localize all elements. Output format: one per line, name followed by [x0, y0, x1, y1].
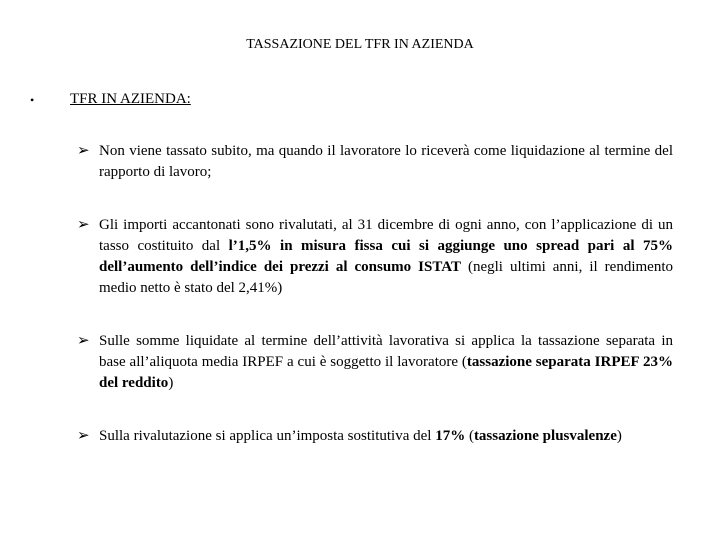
text-run: ): [616, 428, 622, 444]
list-item: [77, 141, 673, 183]
list-item-text: [99, 215, 673, 299]
bold-text-run: tassazione plusvalenze: [473, 428, 617, 444]
list-item: [77, 331, 673, 394]
slide-title: TASSAZIONE DEL TFR IN AZIENDA: [246, 37, 474, 52]
bold-text-run: l’1,5% in misura fissa cui si aggiunge uno spread pari al 75% dell’aumento dell’indice dei prezzi al consumo ISTAT: [99, 238, 673, 275]
bold-text-run: 17%: [435, 428, 466, 444]
list-item: [77, 426, 673, 447]
text-run: Non viene tassato subito, ma quando il lavoratore lo riceverà come liquidazione al termine del rapporto di lavoro;: [99, 143, 673, 180]
arrow-bullet-icon: ➢: [77, 333, 90, 349]
list-item-text: [99, 426, 673, 447]
text-run: ): [168, 375, 174, 391]
bold-text-run: tassazione separata IRPEF 23% del reddito: [99, 354, 673, 391]
arrow-bullet-icon: ➢: [77, 217, 90, 233]
arrow-bullet-icon: ➢: [77, 143, 90, 159]
arrow-bullet-icon: ➢: [77, 428, 90, 444]
text-run: Gli importi accantonati sono rivalutati, al 31 dicembre di ogni anno, con l’applicazione di un tasso costituito dal: [99, 217, 673, 254]
text-run: (: [465, 428, 474, 444]
list-item: [77, 215, 673, 299]
text-run: (negli ultimi anni, il rendimento medio netto è stato del 2,41%): [99, 259, 673, 296]
section-heading: TFR IN AZIENDA:: [70, 91, 191, 107]
text-run: Sulle somme liquidate al termine dell’attività lavorativa si applica la tassazione separata in base all’aliquota media IRPEF a cui è soggetto il lavoratore (: [99, 333, 673, 370]
list-item-text: [99, 331, 673, 394]
text-run: Sulla rivalutazione si applica un’imposta sostitutiva del: [99, 428, 436, 444]
list-item-text: [99, 141, 673, 183]
bullet-icon: •: [30, 93, 35, 107]
